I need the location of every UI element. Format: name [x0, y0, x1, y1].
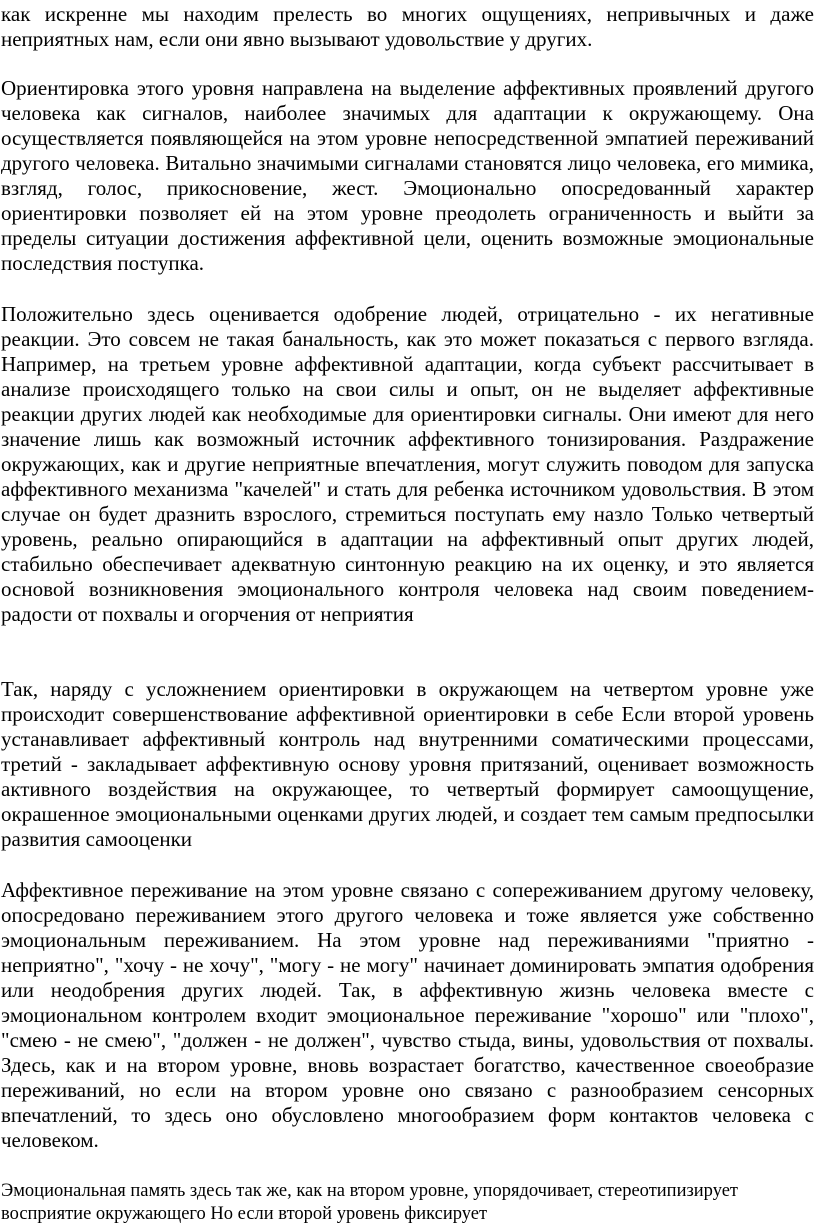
paragraph-2: Ориентировка этого уровня направлена на выделение аффективных проявлений другого человека как сигналов, наиболее значимых для адаптации к окружающему. Она осуществляется появляющейся на этом уровне непосредственной эмпатией переживаний другого человека. Витально значимыми сигналами становятся лицо человека, его мимика, взгляд, голос, прикосновение, жест. Эмоционально опосредованный характер ориентировки позволяет ей на этом уровне преодолеть ограниченность и выйти за пределы ситуации достижения аффективной цели, оценить возможные эмоциональные последствия поступка. [1, 76, 814, 275]
paragraph-5: Аффективное переживание на этом уровне связано с сопереживанием другому человеку, опосредовано переживанием этого другого человека и тоже является уже собственно эмоциональным переживанием. На этом уровне над переживаниями "приятно - неприятно", "хочу - не хочу", "могу - не могу" начинает доминировать эмпатия одобрения или неодобрения других людей. Так, в аффективную жизнь человека вместе с эмоциональном контролем входит эмоциональное переживание "хорошо" или "плохо", "смею - не смею", "должен - не должен", чувство стыда, вины, удовольствия от похвалы. Здесь, как и на втором уровне, вновь возрастает богатство, качественное своеобразие переживаний, но если на втором уровне оно связано с разнообразием сенсорных впечатлений, то здесь оно обусловлено многообразием форм контактов человека с человеком. [1, 878, 814, 1152]
paragraph-4: Так, наряду с усложнением ориентировки в окружающем на четвертом уровне уже происходит совершенствование аффективной ориентировки в себе Если второй уровень устанавливает аффективный контроль над внутренними соматическими процессами, третий - закладывает аффективную основу уровня притязаний, оценивает возможность активного воздействия на окружающее, то четвертый формирует самоощущение, окрашенное эмоциональными оценками других людей, и создает тем самым предпосылки развития самооценки [1, 677, 814, 851]
paragraph-6: Эмоциональная память здесь так же, как на втором уровне, упорядочивает, стереотипизирует восприятие окружающего Но если второй уровень фиксирует [1, 1181, 738, 1224]
paragraph-3: Положительно здесь оценивается одобрение людей, отрицательно - их негативные реакции. Это совсем не такая банальность, как это может показаться с первого взгляда. Например, на третьем уровне аффективной адаптации, когда субъект рассчитывает в анализе происходящего только на свои силы и опыт, он не выделяет аффективные реакции других людей как необходимые для ориентировки сигналы. Они имеют для него значение лишь как возможный источник аффективного тонизирования. Раздражение окружающих, как и другие неприятные впечатления, могут служить поводом для запуска аффективного механизма "качелей" и стать для ребенка источником удовольствия. В этом случае он будет дразнить взрослого, стремиться поступать ему назло Только четвертый уровень, реально опирающийся в адаптации на аффективный опыт других людей, стабильно обеспечивает адекватную синтонную реакцию на их оценку, и это является основой возникновения эмоционального контроля человека над своим поведением-радости от похвалы и огорчения от неприятия [1, 302, 814, 626]
paragraph-1: как искренне мы находим прелесть во многих ощущениях, непривычных и даже неприятных нам, если они явно вызывают удовольствие у других. [1, 2, 814, 51]
